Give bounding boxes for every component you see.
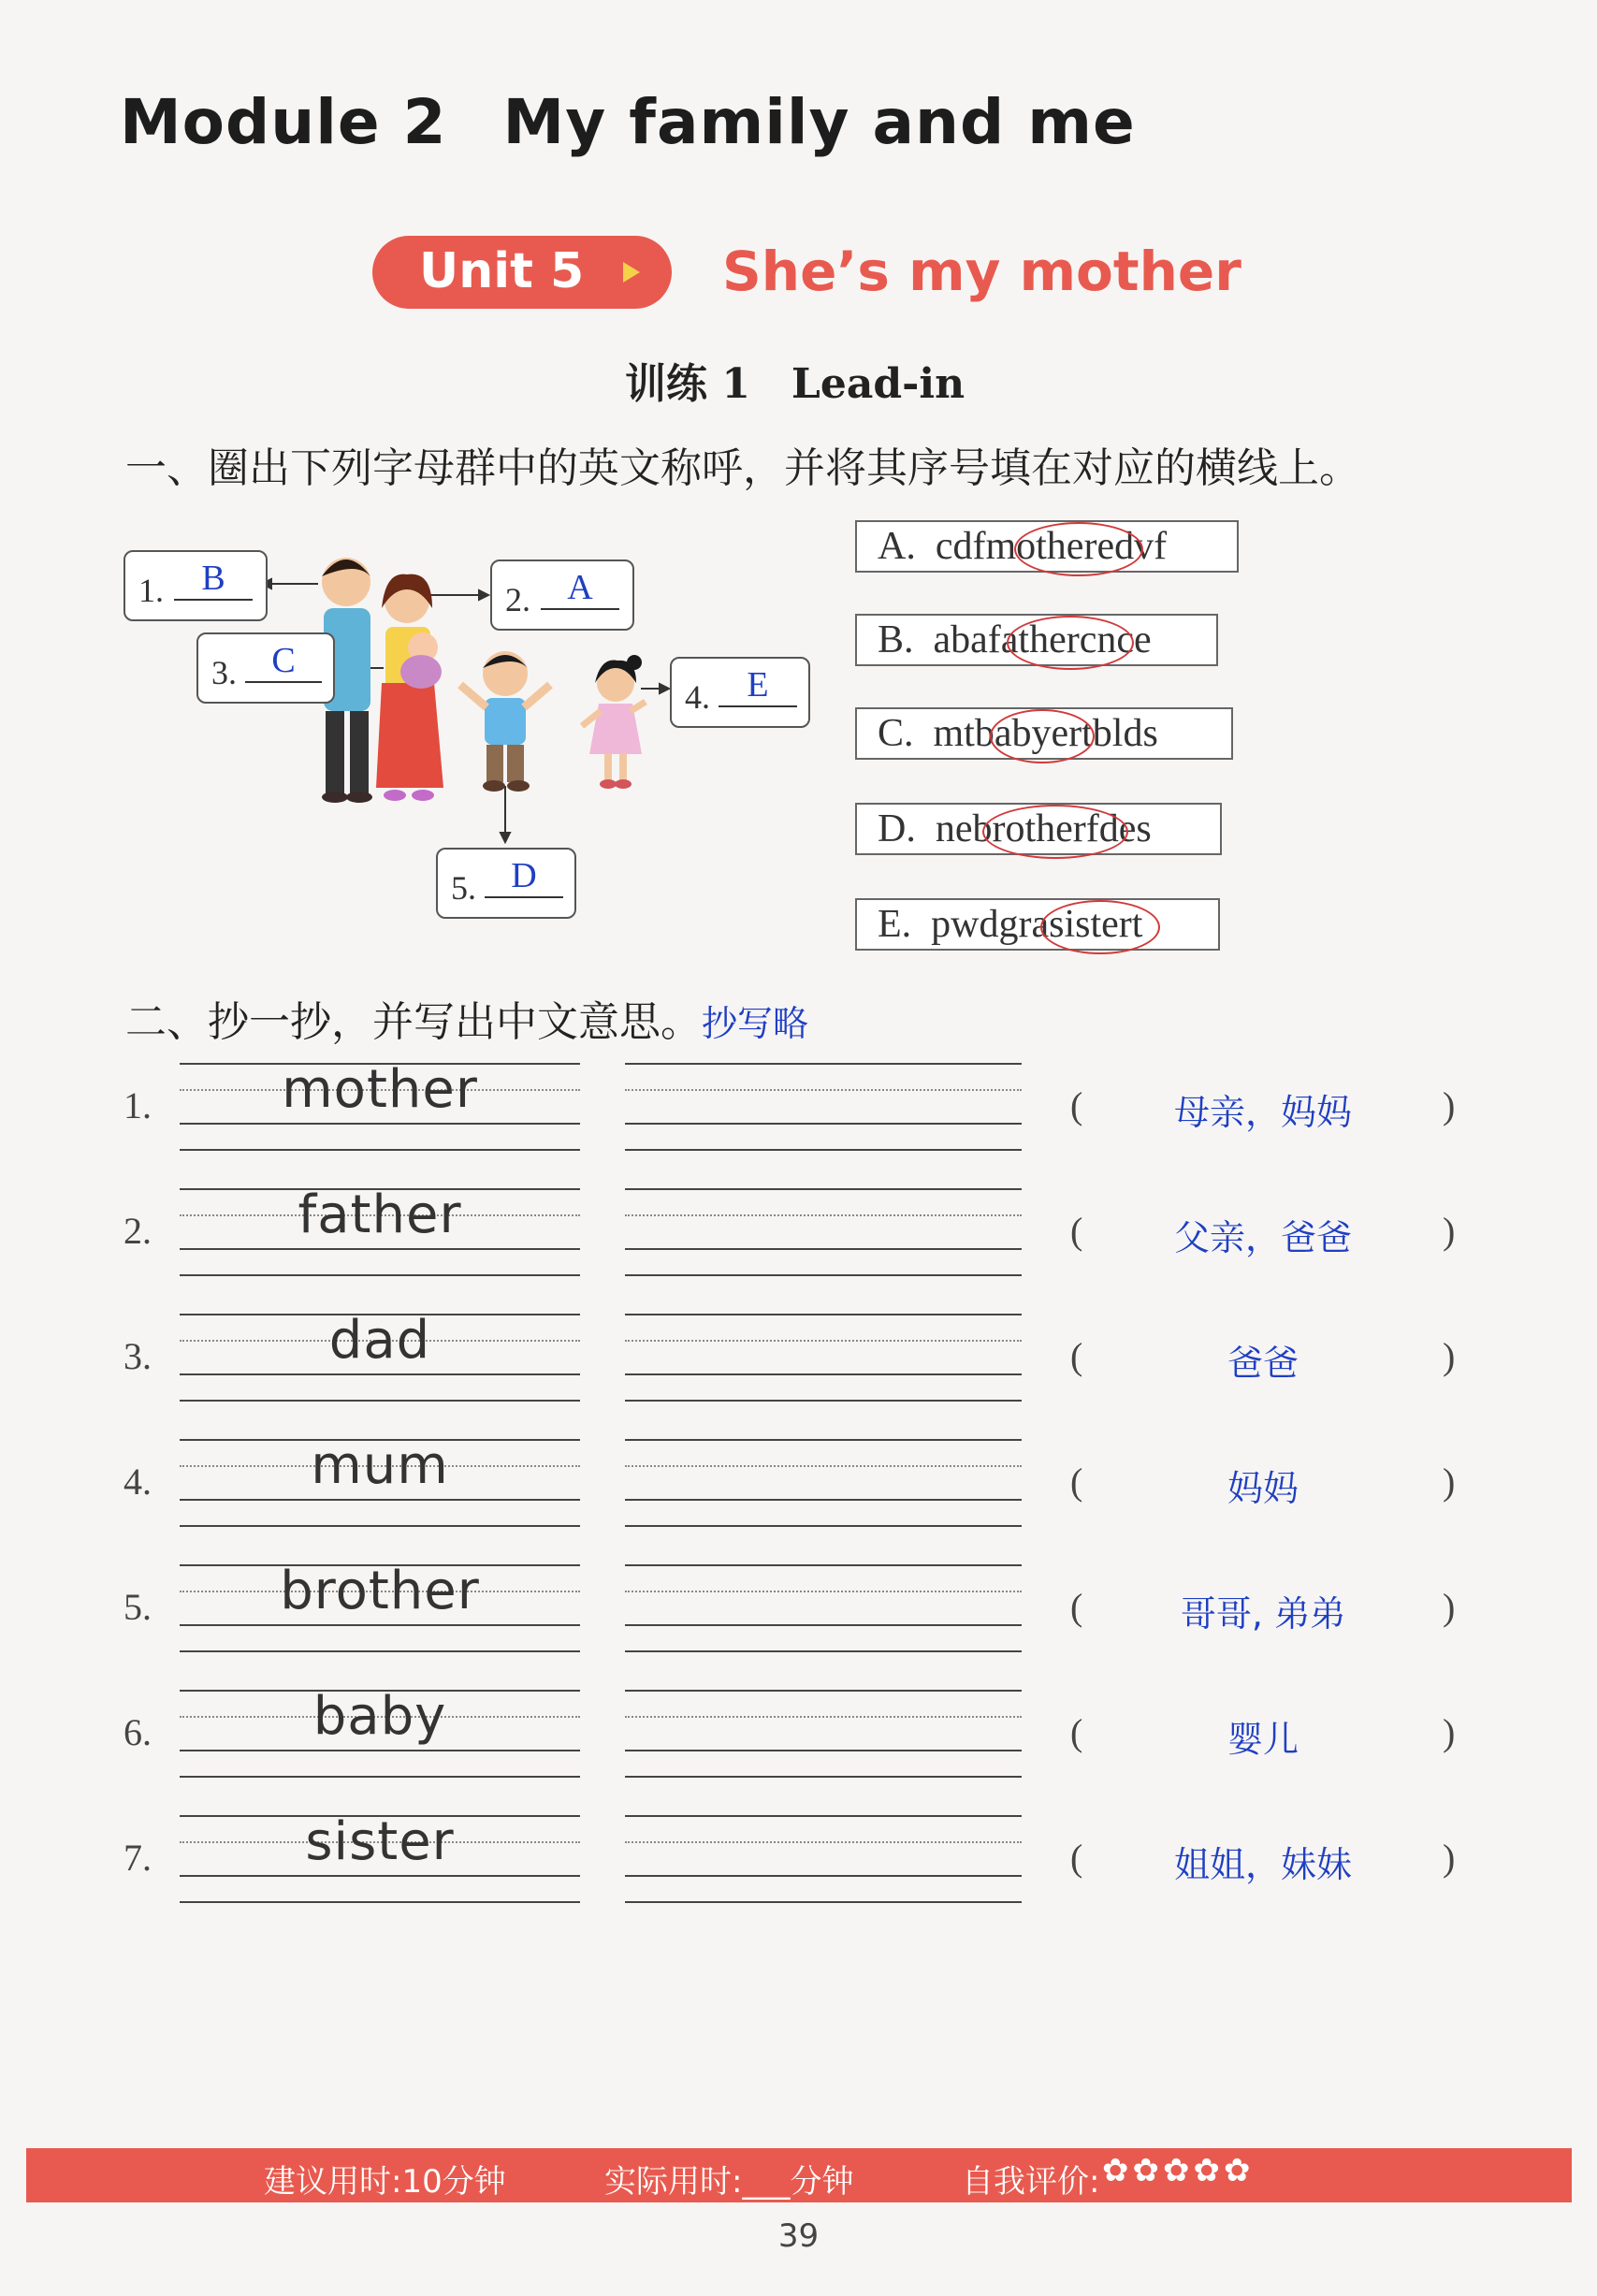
- close-paren: ): [1443, 1837, 1456, 1879]
- mother-figure: [376, 574, 443, 801]
- answer-box-number: 5.: [451, 869, 476, 907]
- option-b: [855, 614, 1218, 666]
- chinese-meaning[interactable]: 父亲，爸爸: [1173, 1217, 1352, 1258]
- copy-row: [0, 1561, 1597, 1677]
- row-number: 1.: [123, 1084, 152, 1126]
- model-word: sister: [305, 1811, 455, 1872]
- option-text: abafathercnce: [933, 618, 1152, 661]
- copy-row: [0, 1184, 1597, 1301]
- answer-box-5: [436, 848, 576, 919]
- answer-box-number: 2.: [505, 581, 530, 618]
- circled-word: [1007, 616, 1134, 670]
- model-word: brother: [280, 1561, 480, 1621]
- option-letter: B.: [878, 618, 914, 661]
- module-label: Module 2: [120, 86, 447, 158]
- copy-lines[interactable]: [625, 1690, 1022, 1783]
- unit-label: Unit 5: [419, 243, 585, 299]
- row-number: 2.: [123, 1210, 152, 1252]
- option-a: [855, 520, 1239, 573]
- open-paren: (: [1070, 1460, 1083, 1503]
- open-paren: (: [1070, 1210, 1083, 1252]
- copy-lines[interactable]: [625, 1564, 1022, 1658]
- copy-row: [0, 1811, 1597, 1927]
- copy-lines[interactable]: [625, 1063, 1022, 1156]
- open-paren: (: [1070, 1837, 1083, 1879]
- circled-word: [1040, 900, 1160, 954]
- copy-lines[interactable]: [625, 1439, 1022, 1533]
- open-paren: (: [1070, 1084, 1083, 1126]
- copy-row: [0, 1310, 1597, 1426]
- circled-word: [990, 709, 1095, 763]
- model-word: dad: [328, 1310, 431, 1371]
- suggested-time: 建议用时:10分钟: [264, 2163, 506, 2201]
- module-name: My family and me: [502, 86, 1136, 158]
- option-c: [855, 707, 1233, 760]
- rating-stars-icon[interactable]: ✿✿✿✿✿: [1102, 2152, 1255, 2189]
- copy-row: [0, 1435, 1597, 1551]
- answer-box-1: [123, 550, 268, 621]
- chinese-meaning[interactable]: 母亲，妈妈: [1173, 1092, 1352, 1133]
- circled-word: [982, 805, 1128, 859]
- arrow-right-icon: [617, 258, 646, 286]
- option-text: nebrotherfdes: [935, 807, 1152, 850]
- answer-box-number: 1.: [138, 572, 164, 609]
- answer-box-3: [196, 632, 335, 704]
- training-heading: 训练 1 Lead-in: [625, 360, 965, 408]
- chinese-meaning[interactable]: 爸爸: [1227, 1343, 1299, 1384]
- copy-row: [0, 1686, 1597, 1802]
- close-paren: ): [1443, 1084, 1456, 1126]
- chinese-meaning[interactable]: 姐姐，妹妹: [1173, 1844, 1352, 1885]
- open-paren: (: [1070, 1586, 1083, 1628]
- option-text: cdfmotheredvf: [935, 525, 1168, 568]
- row-number: 7.: [123, 1837, 152, 1879]
- section1-instruction: 一、圈出下列字母群中的英文称呼，并将其序号填在对应的横线上。: [125, 444, 1360, 492]
- row-number: 3.: [123, 1335, 152, 1377]
- option-letter: A.: [878, 525, 916, 568]
- close-paren: ): [1443, 1586, 1456, 1628]
- section2-text: 二、抄一抄，并写出中文意思。: [125, 998, 702, 1046]
- answer-box-number: 3.: [211, 654, 237, 691]
- close-paren: ): [1443, 1711, 1456, 1753]
- row-number: 6.: [123, 1711, 152, 1753]
- answer-text[interactable]: B: [201, 559, 225, 598]
- answer-text[interactable]: D: [511, 856, 537, 895]
- section2-note: 抄写略: [702, 1003, 809, 1044]
- option-text: mtbabyertblds: [933, 712, 1158, 755]
- open-paren: (: [1070, 1711, 1083, 1753]
- model-word: mum: [311, 1435, 449, 1496]
- answer-box-2: [490, 559, 634, 631]
- option-e: [855, 898, 1220, 951]
- close-paren: ): [1443, 1210, 1456, 1252]
- answer-box-4: [670, 657, 810, 728]
- model-word: baby: [312, 1686, 447, 1747]
- answer-box-number: 4.: [685, 678, 710, 716]
- copy-lines[interactable]: [625, 1188, 1022, 1282]
- chinese-meaning[interactable]: 妈妈: [1227, 1468, 1299, 1509]
- option-letter: C.: [878, 712, 914, 755]
- chinese-meaning[interactable]: 哥哥, 弟弟: [1180, 1593, 1346, 1635]
- close-paren: ): [1443, 1460, 1456, 1503]
- page-number: 39: [777, 2217, 820, 2255]
- unit-title: She’s my mother: [722, 240, 1241, 303]
- model-word: father: [298, 1184, 462, 1245]
- copy-lines[interactable]: [625, 1815, 1022, 1909]
- brother-figure: [460, 651, 550, 792]
- circled-word: [1014, 522, 1143, 576]
- footer-bar: [26, 2148, 1572, 2202]
- answer-text[interactable]: E: [747, 665, 769, 705]
- answer-text[interactable]: A: [567, 568, 593, 607]
- row-number: 5.: [123, 1586, 152, 1628]
- actual-time[interactable]: 实际用时:___分钟: [604, 2163, 854, 2201]
- answer-text[interactable]: C: [271, 641, 296, 680]
- model-word: mother: [282, 1059, 478, 1120]
- module-title: [120, 86, 1136, 158]
- close-paren: ): [1443, 1335, 1456, 1377]
- open-paren: (: [1070, 1335, 1083, 1377]
- option-letter: D.: [878, 807, 916, 850]
- copy-row: [0, 1059, 1597, 1175]
- self-eval-label: 自我评价:: [962, 2163, 1100, 2201]
- copy-lines[interactable]: [625, 1314, 1022, 1407]
- unit-badge: [372, 236, 672, 309]
- chinese-meaning[interactable]: 婴儿: [1227, 1719, 1299, 1760]
- option-text: pwdgrasistert: [931, 903, 1143, 946]
- row-number: 4.: [123, 1460, 152, 1503]
- sister-figure: [582, 655, 646, 789]
- section2-instruction: [125, 988, 808, 1048]
- option-d: [855, 803, 1222, 855]
- option-letter: E.: [878, 903, 912, 946]
